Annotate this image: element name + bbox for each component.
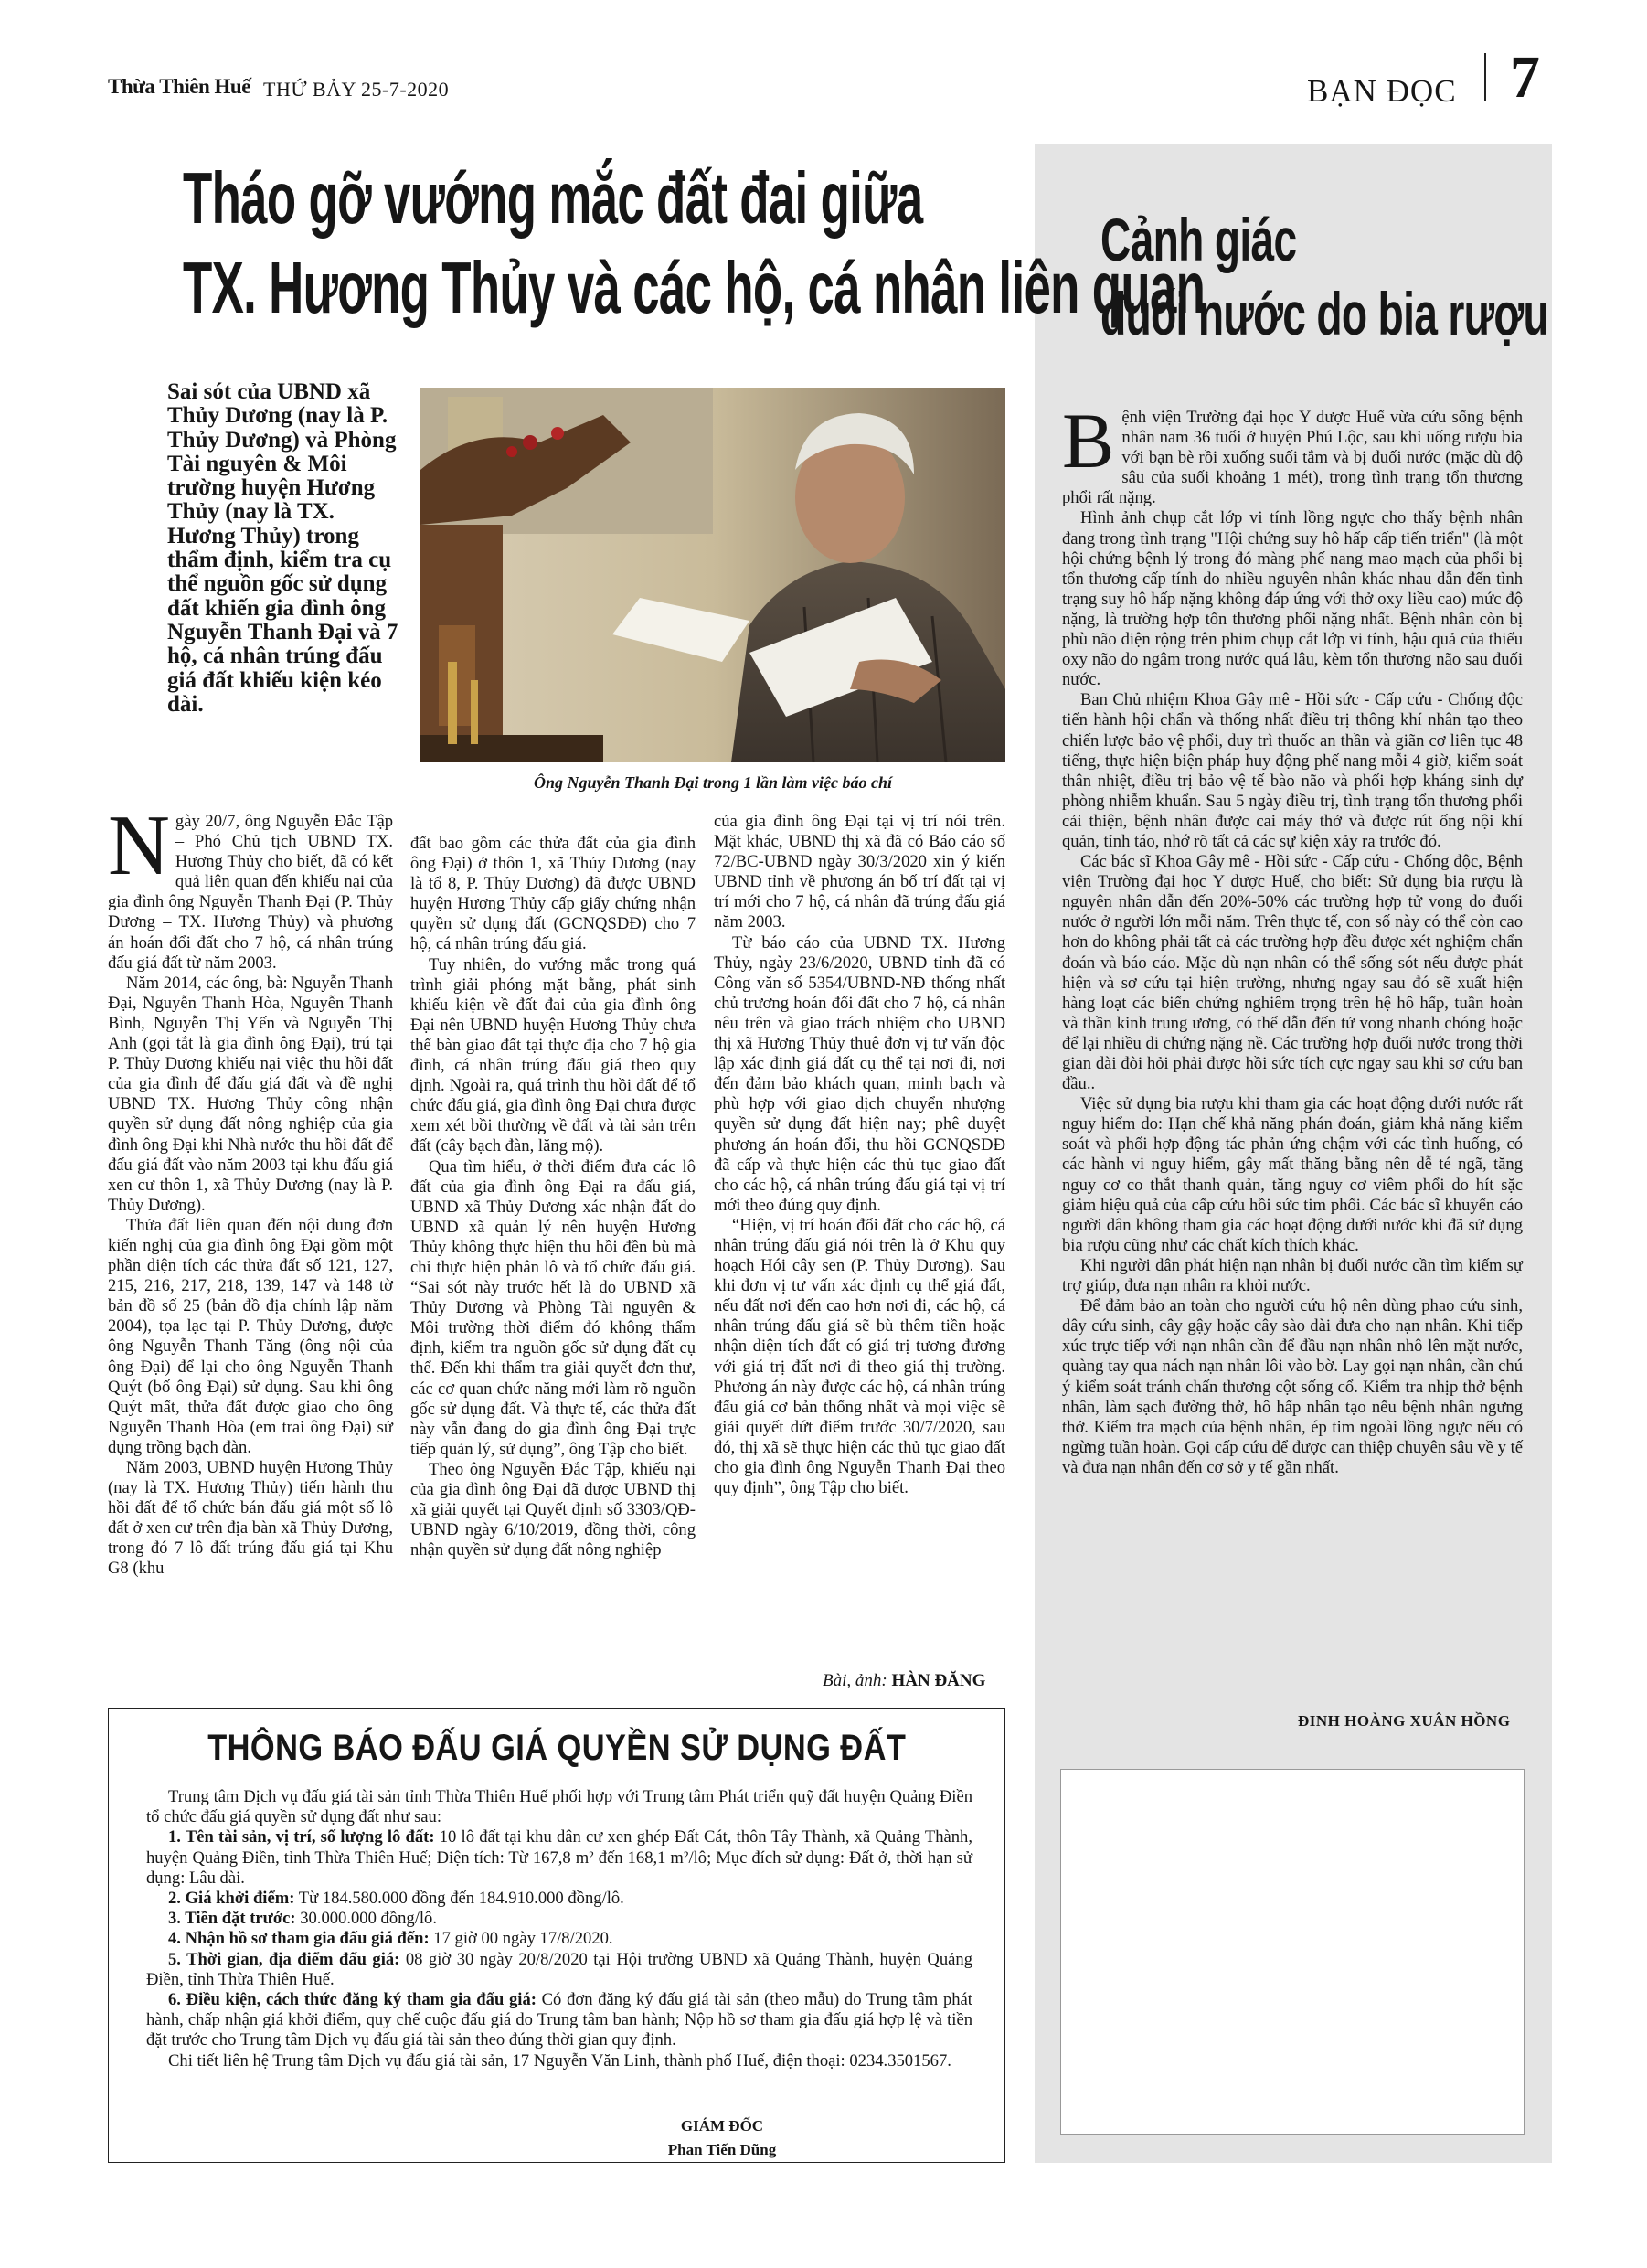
signature-title: GIÁM ĐỐC [680,2117,764,2135]
paragraph: Từ báo cáo của UBND TX. Hương Thủy, ngày 23/6/2020, UBND tỉnh đã có Công văn số 5354/UBND-NĐ thống nhất chủ trương hoán đổi đất cho 7 hộ, cá nhân nêu trên và giao trách nhiệm cho UBND thị xã Hương Thủy thuê đơn vị tư vấn độc lập xác định giá đất cụ thể tại nơi đi, nơi đến đảm bảo khách quan, minh bạch và phù hợp với giao dịch chuyển nhượng quyền sử dụng đất hiện nay; phê duyệt phương án hoán đổi, thu hồi GCNQSDĐ đã cấp và thực hiện các thủ tục giao đất cho các hộ, cá nhân trúng đấu giá tại vị trí mới theo đúng quy định. [714,932,1005,1215]
byline-prefix: Bài, ảnh: [823,1671,887,1690]
photo-caption: Ông Nguyễn Thanh Đại trong 1 lần làm việc báo chí [533,773,893,792]
main-headline-line-1: Tháo gỡ vướng mắc đất đai giữa [183,157,923,239]
notice-item-2: 2. Giá khởi điểm: Từ 184.580.000 đồng đến 184.910.000 đồng/lô. [168,1889,624,1909]
paragraph: Theo ông Nguyễn Đắc Tập, khiếu nại của gia đình ông Đại đã được UBND thị xã giải quyết tại Quyết định số 3303/QĐ-UBND ngày 6/10/2019, đồng thời, công nhận quyền sử dụng đất nông nghiệp [410,1459,696,1560]
paragraph: Khi người dân phát hiện nạn nhân bị đuối nước cần tìm kiếm sự trợ giúp, đưa nạn nhân ra khỏi nước. [1062,1255,1523,1296]
article-photo [420,388,1005,762]
paragraph: “Hiện, vị trí hoán đổi đất cho các hộ, cá nhân trúng đấu giá nói trên là ở Khu quy hoạch Hói cây sen (P. Thủy Dương). Sau khi đơn vị tư vấn xác định cụ thể giá đất, nếu đất nơi đến cao hơn nơi đi, các hộ, cá nhân trúng đấu giá sẽ bù thêm tiền hoặc nhận diện tích đất có giá trị tương đương với giá trị đất nơi đi theo giá thị trường. Phương án này được các hộ, cá nhân trúng đấu giá cơ bản thống nhất và mọi việc sẽ giải quyết dứt điểm trước 30/7/2020, sau đó, thị xã sẽ thực hiện các thủ tục giao đất cho gia đình ông Nguyễn Thanh Đại theo quy định”, ông Tập cho biết. [714,1215,1005,1498]
paragraph: Qua tìm hiểu, ở thời điểm đưa các lô đất của gia đình ông Đại ra đấu giá, UBND xã Thủy Dương xác nhận đất do UBND xã quản lý nên huyện Hương Thủy không thực hiện thu hồi đền bù mà chỉ thực hiện phân lô và tổ chức đấu giá. “Sai sót này trước hết là do UBND xã Thủy Dương và Phòng Tài nguyên & Môi trường thời điểm đó không thẩm định, kiểm tra nguồn gốc sử dụng đất cụ thể. Đến khi thẩm tra giải quyết đơn thư, các cơ quan chức năng mới làm rõ nguồn gốc sử dụng đất. Và thực tế, các thửa đất này vẫn đang do gia đình ông Đại trực tiếp quản lý, sử dụng”, ông Tập cho biết. [410,1156,696,1459]
article-column-1 [108,798,393,1580]
ad-placeholder-box [1060,1769,1525,2135]
article-column-3 [714,812,1005,1498]
photo-illustration [420,388,1005,762]
sidebar-headline-line-1: Cảnh giác [1100,206,1297,273]
drop-cap: N [108,798,170,893]
sidebar-body [1062,397,1523,1478]
paragraph: gày 20/7, ông Nguyễn Đắc Tập – Phó Chủ tịch UBND TX. Hương Thủy cho biết, đã có kết quả liên quan đến khiếu nại của gia đình ông Nguyễn Thanh Đại (P. Thủy Dương – TX. Hương Thủy) và phương án hoán đổi đất cho 7 hộ, cá nhân trúng đấu giá đất từ năm 2003. [108,812,393,973]
notice-item-4: 4. Nhận hồ sơ tham gia đấu giá đến: 17 giờ 00 ngày 17/8/2020. [168,1929,613,1949]
paragraph: Việc sử dụng bia rượu khi tham gia các hoạt động dưới nước rất nguy hiểm do: Hạn chế khả năng phán đoán, giảm khả năng kiểm soát và phối hợp động tác phản ứng chậm với các tình huống, có các hành vi nguy hiểm, gây mất thăng bằng nên dễ té ngã, tăng nguy cơ co thắt thanh quản, tăng nguy cơ viêm phổi do hít sặc giảm hiệu quả của cấp cứu hồi sức tim phổi. Các bác sĩ khuyến cáo người dân không tham gia các hoạt động dưới nước khi đã sử dụng bia rượu cũng như các chất kích thích khác. [1062,1094,1523,1255]
newspaper-name: Thừa Thiên Huế [108,75,250,98]
paragraph: Để đảm bảo an toàn cho người cứu hộ nên dùng phao cứu sinh, dây cứu sinh, cây gậy hoặc cây sào dài đưa cho nạn nhân. Khi tiếp xúc trực tiếp với nạn nhân cần để đầu nạn nhân nhô lên mặt nước, quàng tay qua nách nạn nhân lôi vào bờ. Lay gọi nạn nhân, cần chú ý kiểm soát tránh chấn thương cột sống cổ. Kiểm tra nhịp thở bệnh nhân, làm sạch đường thở, hô hấp nhân tạo nếu bệnh nhân ngưng thở. Kiểm tra mạch của bệnh nhân, ép tim ngoài lồng ngực nếu có ngừng tuần hoàn. Gọi cấp cứu để được can thiệp chuyên sâu về y tế và đưa nạn nhân đến cơ sở y tế gần nhất. [1062,1296,1523,1477]
paragraph: Thửa đất liên quan đến nội dung đơn kiến nghị của gia đình ông Đại gồm một phần diện tích các thửa đất số 121, 127, 215, 216, 217, 218, 139, 147 và 148 tờ bản đồ số 25 (bản đồ địa chính lập năm 2004), tọa lạc tại P. Thủy Dương, được ông Nguyễn Thanh Tăng (ông nội của ông Đại) để lại cho ông Nguyễn Thanh Quýt (bố ông Đại) sử dụng. Sau khi ông Quýt mất, thửa đất được giao cho ông Nguyễn Thanh Hòa (em trai ông Đại) sử dụng trồng bạch đàn. [108,1215,393,1457]
paragraph: của gia đình ông Đại tại vị trí nói trên. Mặt khác, UBND thị xã đã có Báo cáo số 72/BC-UBND ngày 30/3/2020 xin ý kiến UBND tỉnh về phương án bố trí đất tại vị trí mới cho 7 hộ, cá nhân đã trúng đấu giá năm 2003. [714,812,1005,932]
auction-notice-body [146,1787,972,2071]
notice-intro: Trung tâm Dịch vụ đấu giá tài sản tỉnh Thừa Thiên Huế phối hợp với Trung tâm Phát triển quỹ đất huyện Quảng Điền tổ chức đấu giá quyền sử dụng đất như sau: [146,1787,972,1827]
paragraph: Các bác sĩ Khoa Gây mê - Hồi sức - Cấp cứu - Chống độc, Bệnh viện Trường đại học Y dược Huế, cho biết: Sử dụng bia rượu là nguyên nhân dẫn đến 20%-50% các trường hợp tử vong do đuối nước ở người lớn mỗi năm. Trên thực tế, con số này có thể còn cao hơn do không phải tất cả các trường hợp đều được xét nghiệm chẩn đoán và báo cáo. Mặc dù nạn nhân có thể sống sót nếu được phát hiện và sơ cứu tại hiện trường, nhưng ngay sau đó sẽ xuất hiện hàng loạt các biến chứng nghiêm trọng trên hệ hô hấp, tuần hoàn và thần kinh trung ương, có thể dẫn đến tử vong nhanh chóng hoặc để lại nhiều di chứng nặng nề. Các trường hợp đuối nước trong thời gian dài đòi hỏi phải được hồi sức tích cực ngay sau khi sơ cứu ban đầu.. [1062,852,1523,1094]
paragraph: Năm 2003, UBND huyện Hương Thủy (nay là TX. Hương Thủy) tiến hành thu hồi đất để tổ chức bán đấu giá một số lô đất ở xen cư trên địa bàn xã Thủy Dương, trong đó 7 lô đất trúng đấu giá tại Khu G8 (khu [108,1458,393,1579]
notice-item-6: 6. Điều kiện, cách thức đăng ký tham gia đấu giá: Có đơn đăng ký đấu giá tài sản (theo mẫu) do Trung tâm phát hành, chấp nhận giá khởi điểm, quy chế cuộc đấu giá do Trung tâm ban hành; Nộp hồ sơ tham gia đấu giá hợp lệ và tiền đặt trước cho Trung tâm Dịch vụ đấu giá tài sản theo đúng thời gian quy định. [146,1990,972,2050]
sidebar-author: ĐINH HOÀNG XUÂN HỒNG [1298,1712,1511,1730]
sidebar-headline [1100,203,1647,350]
paragraph: ệnh viện Trường đại học Y dược Huế vừa cứu sống bệnh nhân nam 36 tuổi ở huyện Phú Lộc, sau khi uống rượu bia với bạn bè rồi xuống suối tắm và bị đuối nước (mặc dù độ sâu của suối khoảng 1 mét), trong tình trạng tổn thương phổi rất nặng. [1062,408,1523,508]
paragraph: Năm 2014, các ông, bà: Nguyễn Thanh Đại, Nguyễn Thanh Hòa, Nguyễn Thanh Bình, Nguyễn Thị Yến và Nguyễn Thị Anh (gọi tắt là gia đình ông Đại), trú tại P. Thủy Dương khiếu nại việc thu hồi đất của gia đình để đấu giá đất và đề nghị UBND TX. Hương Thủy công nhận quyền sử dụng đất nông nghiệp của gia đình ông Đại khi Nhà nước thu hồi đất để đấu giá đất vào năm 2003 tại khu đấu giá xen cư thôn 1, xã Thủy Dương (nay là P. Thủy Dương). [108,973,393,1215]
sidebar-headline-line-2: đuối nước do bia rượu [1100,279,1549,347]
drop-cap: B [1062,397,1115,484]
paragraph: Hình ảnh chụp cắt lớp vi tính lồng ngực cho thấy bệnh nhân đang trong tình trạng "Hội chứng suy hô hấp cấp tiến triển" (là một hội chứng bệnh lý trong đó màng phế nang mao mạch của phổi bị tổn thương cấp tính do nhiều nguyên nhân khác nhau dẫn đến tình trạng suy hô hấp nặng không đáp ứng với thở oxy liều cao) mức độ nặng, là trường hợp tổn thương phổi nặng nhất. Bệnh nhân còn bị phù não diện rộng trên phim chụp cắt lớp vi tính, hậu quả của thiếu oxy não do ngâm trong nước quá lâu, kèm tổn thương não sau đuối nước. [1062,508,1523,690]
notice-item-5: 5. Thời gian, địa điểm đấu giá: 08 giờ 30 ngày 20/8/2020 tại Hội trường UBND xã Quảng Thành, huyện Quảng Điền, tỉnh Thừa Thiên Huế. [146,1949,973,1989]
main-headline-line-2: TX. Hương Thủy và các hộ, cá nhân liên quan [183,246,1206,328]
article-lead: Sai sót của UBND xã Thủy Dương (nay là P. Thủy Dương) và Phòng Tài nguyên & Môi trường huyện Hương Thủy (nay là TX. Hương Thủy) trong thẩm định, kiểm tra cụ thể nguồn gốc sử dụng đất khiến gia đình ông Nguyễn Thanh Đại và 7 hộ, cá nhân trúng đấu giá đất khiếu kiện kéo dài. [167,379,398,717]
notice-signature [594,2114,850,2162]
byline-author: HÀN ĐĂNG [891,1671,986,1690]
article-byline [823,1671,985,1691]
section-name: BẠN ĐỌC [1307,73,1457,109]
notice-item-3: 3. Tiền đặt trước: 30.000.000 đồng/lô. [168,1909,437,1929]
signature-name: Phan Tiến Dũng [667,2141,777,2158]
auction-notice-title: THÔNG BÁO ĐẤU GIÁ QUYỀN SỬ DỤNG ĐẤT [207,1728,907,1768]
page-number: 7 [1510,44,1540,111]
notice-contact: Chi tiết liên hệ Trung tâm Dịch vụ đấu giá tài sản, 17 Nguyễn Văn Linh, thành phố Huế, điện thoại: 0234.3501567. [168,2050,951,2071]
paragraph: Ban Chủ nhiệm Khoa Gây mê - Hồi sức - Cấp cứu - Chống độc tiến hành hội chẩn và thống nhất điều trị thông khí nhân tạo theo chiến lược bảo vệ phổi, duy trì thuốc an thần và giãn cơ liên tục 48 tiếng, thực hiện biện pháp huy động phế nang mỗi 4 giờ, kiểm soát thân nhiệt, điều trị bảo vệ tế bào não và phối hợp kháng sinh dự phòng nhiễm khuẩn. Sau 5 ngày điều trị, tình trạng tổn thương phổi cải thiện, bệnh nhân được cai máy thở và được rút ống nội khí quản, tỉnh táo, nhớ rõ tất cả các sự kiện xảy ra trước đó. [1062,690,1523,851]
issue-date: THỨ BẢY 25-7-2020 [263,78,450,101]
paragraph: đất bao gồm các thửa đất của gia đình ông Đại) ở thôn 1, xã Thủy Dương (nay là tổ 8, P. Thủy Dương) đã được UBND huyện Hương Thủy cấp giấy chứng nhận quyền sử dụng đất (GCNQSDĐ) cho 7 hộ, cá nhân trúng đấu giá. [410,834,696,954]
notice-item-1: 1. Tên tài sản, vị trí, số lượng lô đất: 10 lô đất tại khu dân cư xen ghép Đất Cát, thôn Tây Thành, xã Quảng Thành, huyện Quảng Điền, tỉnh Thừa Thiên Huế; Diện tích: Từ 167,8 m² đến 168,1 m²/lô; Mục đích sử dụng: Đất ở, thời hạn sử dụng: Lâu dài. [146,1827,972,1888]
header-divider [1484,53,1486,101]
paragraph: Tuy nhiên, do vướng mắc trong quá trình giải phóng mặt bằng, phát sinh khiếu kiện về đất đai của gia đình ông Đại nên UBND huyện Hương Thủy chưa thể bàn giao đất tại thực địa cho 7 hộ gia đình, cá nhân trúng đấu giá theo quy định. Ngoài ra, quá trình thu hồi đất để tổ chức đấu giá, gia đình ông Đại chưa được xem xét bồi thường về đất và tài sản trên đất (cây bạch đàn, lăng mộ). [410,954,696,1156]
article-column-2 [410,834,696,1560]
